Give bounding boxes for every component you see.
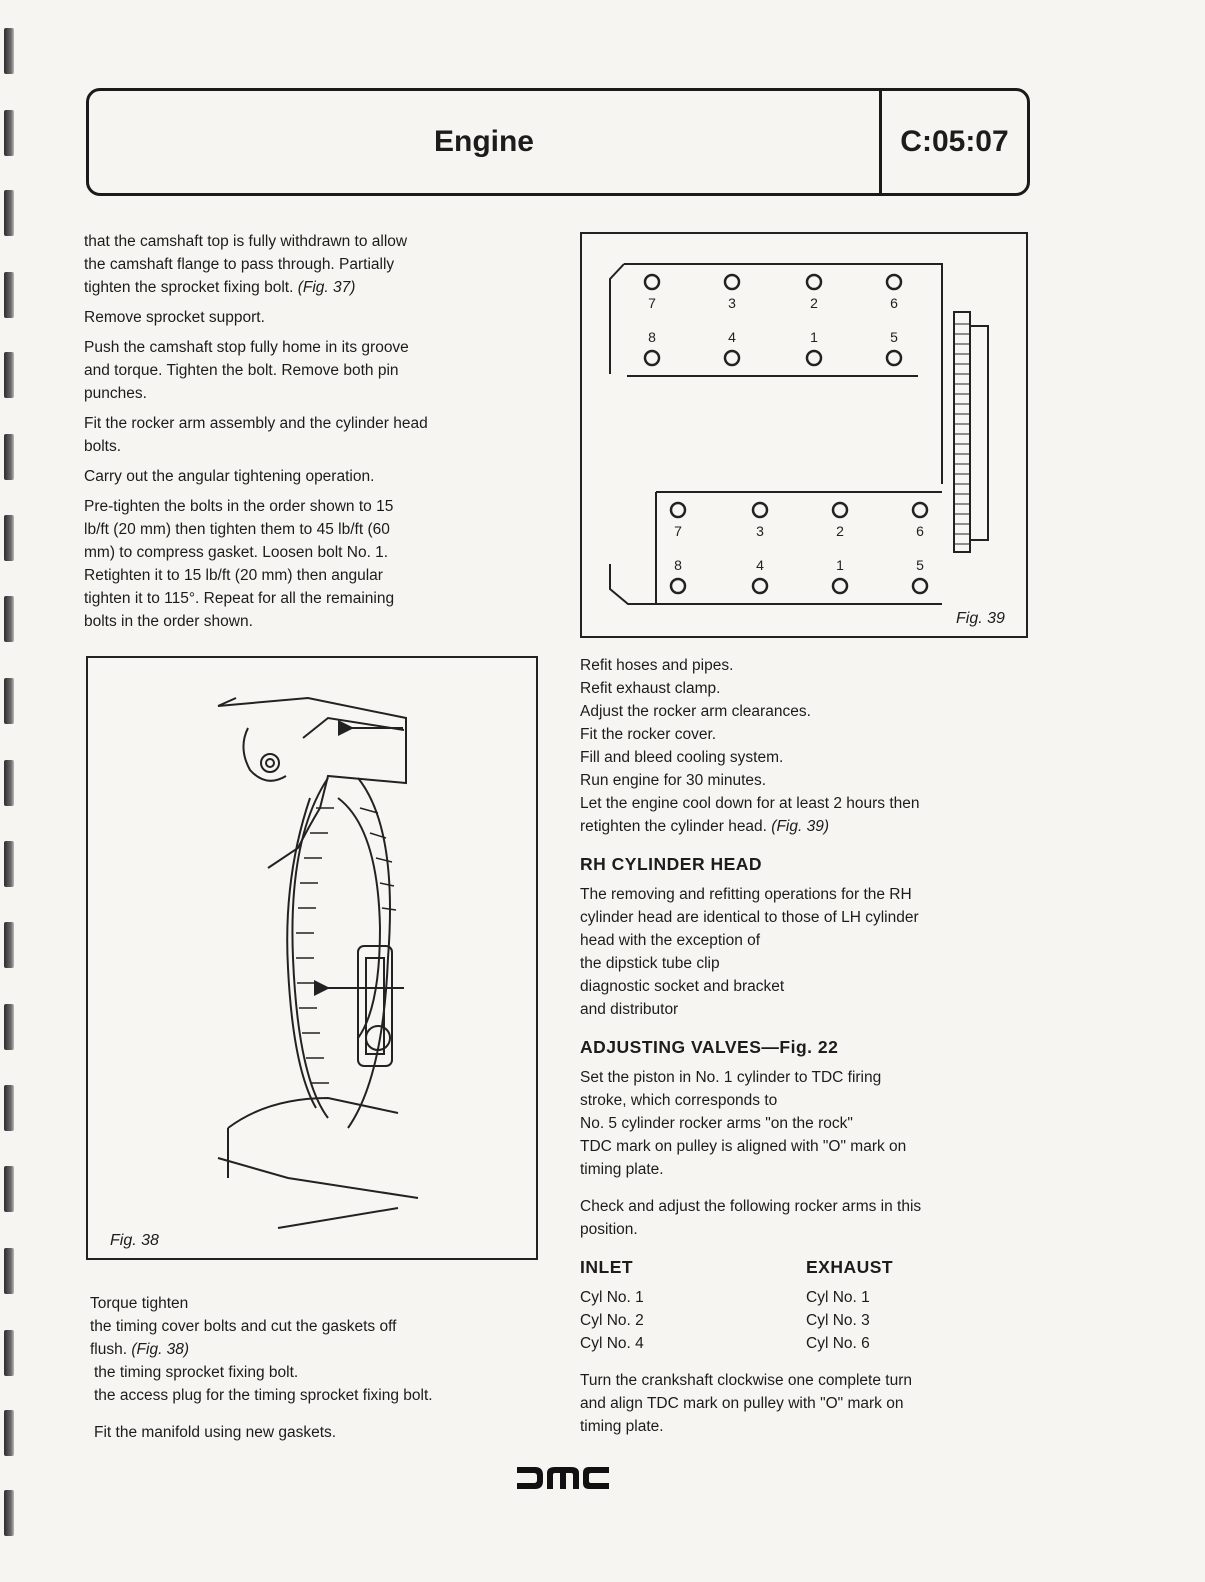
dmc-logo-mark	[517, 1467, 609, 1489]
bolt-number: 3	[728, 295, 736, 311]
fig39-caption: Fig. 39	[956, 610, 1005, 627]
fig39-ref: (Fig. 39)	[771, 818, 830, 835]
bolt-number: 6	[916, 523, 924, 539]
para-camshaft-stop: Push the camshaft stop fully home in its groove and torque. Tighten the bolt. Remove both pin punches.	[84, 339, 409, 402]
dmc-logo	[517, 1467, 609, 1494]
torque-heading: Torque tighten	[90, 1295, 189, 1312]
left-column-text	[84, 230, 544, 640]
para-angular: Carry out the angular tightening operation.	[84, 468, 375, 485]
bolt-number: 1	[810, 329, 818, 345]
para-sprocket-support: Remove sprocket support.	[84, 309, 265, 326]
bolt-number: 6	[890, 295, 898, 311]
exhaust-column: EXHAUST Cyl No. 1 Cyl No. 3 Cyl No. 6	[806, 1257, 894, 1352]
timing-chain-illustration	[88, 658, 536, 1258]
bolt-number: 7	[674, 523, 682, 539]
bolt-number: 7	[648, 295, 656, 311]
bolt-number: 1	[836, 557, 844, 573]
bolt-number: 2	[836, 523, 844, 539]
bolt-number: 2	[810, 295, 818, 311]
binder-holes	[4, 0, 30, 1582]
bolt-number: 8	[674, 557, 682, 573]
page-header	[86, 88, 1030, 196]
right-column-text: Refit hoses and pipes. Refit exhaust clamp. Adjust the rocker arm clearances. Fit the rocker cover. Fill and bleed cooling system. Run engine for 30 minutes. Let the engine cool down for at least 2 hours then retighten the cylinder head. (Fig. 39) RH CYLINDER HEAD The removing and refitting operations for the RH cylinder head are identical to those of LH cylinder head with the exception of the dipstick tube clip diagnostic socket and bracket and distributor ADJUSTING VALVES—Fig. 22 Set the piston in No. 1 cylinder to TDC firing stroke, which corresponds to No. 5 cylinder rocker arms "on the rock" TDC mark on pulley is aligned with "O" mark on timing plate. Check and adjust the following rocker arms in this position. INLET Cyl No. 1 Cyl No. 2 Cyl No. 4 EXHAUST Cyl No. 1 Cyl No. 3 Cyl No. 6 Turn the crankshaft clockwise one complete turn and align TDC mark on pulley with "O" mark on timing plate.	[580, 654, 1040, 1438]
bolt-number: 8	[648, 329, 656, 345]
figure-39	[580, 232, 1028, 638]
bolt-tightening-diagram	[582, 234, 1026, 636]
section-code: C:05:07	[900, 125, 1009, 158]
bolt-number: 4	[728, 329, 736, 345]
inlet-column: INLET Cyl No. 1 Cyl No. 2 Cyl No. 4	[580, 1257, 644, 1352]
fig38-ref: (Fig. 38)	[131, 1341, 190, 1358]
para-pretighten: Pre-tighten the bolts in the order shown to 15 lb/ft (20 mm) then tighten them to 45 lb/ft (60 mm) to compress gasket. Loosen bolt No. 1. Retighten it to 15 lb/ft (20 mm) then angular tighten it to 115°. Repeat for all the remaining bolts in the order shown.	[84, 498, 395, 630]
bolt-number: 3	[756, 523, 764, 539]
para-rocker-arm: Fit the rocker arm assembly and the cylinder head bolts.	[84, 415, 428, 455]
figure-38	[86, 656, 538, 1260]
manifold-instruction: Fit the manifold using new gaskets.	[94, 1424, 337, 1441]
fig38-caption: Fig. 38	[110, 1232, 159, 1249]
para-camshaft: that the camshaft top is fully withdrawn to allow the camshaft flange to pass through. Partially tighten the sprocket fixing bolt. (Fig. 37)	[84, 233, 408, 296]
valve-table	[580, 1255, 1040, 1355]
fig37-ref: (Fig. 37)	[297, 279, 356, 296]
rh-cylinder-head-heading: RH CYLINDER HEAD	[580, 854, 763, 874]
bolt-number: 4	[756, 557, 764, 573]
adjusting-valves-heading: ADJUSTING VALVES—Fig. 22	[580, 1037, 839, 1057]
bolt-number: 5	[890, 329, 898, 345]
bolt-number: 5	[916, 557, 924, 573]
left-lower-text: Torque tighten the timing cover bolts and cut the gaskets off flush. (Fig. 38) the timing sprocket fixing bolt. the access plug for the timing sprocket fixing bolt. Fit the manifold using new gaskets.	[90, 1292, 550, 1444]
page-title: Engine	[433, 125, 534, 158]
